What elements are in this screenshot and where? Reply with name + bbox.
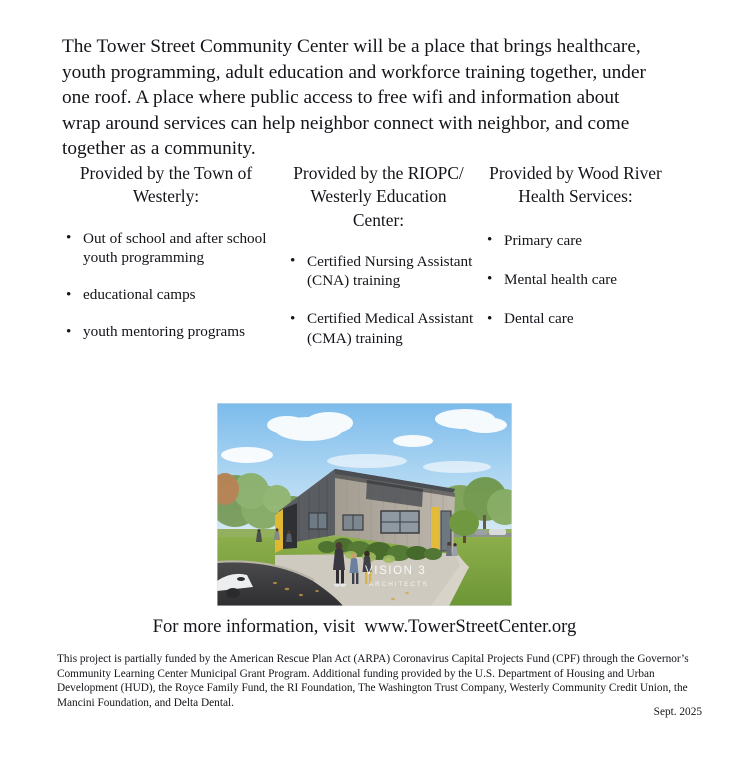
list-item: • Primary care bbox=[477, 231, 680, 250]
list-item: • Dental care bbox=[477, 309, 680, 328]
list-item: • Mental health care bbox=[477, 270, 680, 289]
column-heading: Provided by the Town of Westerly: bbox=[79, 163, 253, 207]
provider-columns bbox=[58, 162, 680, 367]
column-list bbox=[58, 229, 280, 342]
watermark-vision3-text: VISION 3 bbox=[365, 565, 427, 577]
document-date: Sept. 2025 bbox=[653, 706, 702, 718]
funding-note: This project is partially funded by the American Rescue Plan Act (ARPA) Coronavirus Capital Projects Fund (CPF) through the Governor’s Community Learning Center Municipal Grant Program. Additional funding provided by the U.S. Department of Housing and Urban Development (HUD), the Royce Family Fund, the RI Foundation, The Washington Trust Company, Westerly Community Credit Union, the Mancini Foundation, and Delta Dental. bbox=[57, 653, 689, 709]
column-heading: Provided by the RIOPC/ Westerly Education Center: bbox=[293, 163, 464, 230]
watermark-architects-text: ARCHITECTS bbox=[369, 581, 429, 588]
list-item: • Out of school and after school youth programming bbox=[58, 229, 280, 268]
provider-column-town-of-westerly bbox=[58, 162, 280, 360]
intro-paragraph: The Tower Street Community Center will be a place that brings healthcare, youth programming, adult education and workforce training together, under one roof. A place where public access to free wifi and information about wrap around services can help neighbor connect with neighbor, and come together as a community. bbox=[62, 36, 646, 159]
provider-column-riopc-westerly-education-center bbox=[280, 162, 477, 367]
column-list bbox=[280, 252, 477, 348]
column-heading: Provided by Wood River Health Services: bbox=[489, 163, 662, 207]
list-item: • youth mentoring programs bbox=[58, 322, 280, 341]
building-rendering-image bbox=[217, 403, 512, 606]
more-information-line[interactable]: For more information, visit www.TowerStreetCenter.org bbox=[152, 616, 577, 637]
column-list bbox=[477, 231, 680, 329]
list-item: • Certified Medical Assistant (CMA) training bbox=[280, 309, 477, 348]
list-item: • educational camps bbox=[58, 285, 280, 304]
list-item: • Certified Nursing Assistant (CNA) training bbox=[280, 252, 477, 291]
provider-column-wood-river-health-services bbox=[477, 162, 680, 348]
